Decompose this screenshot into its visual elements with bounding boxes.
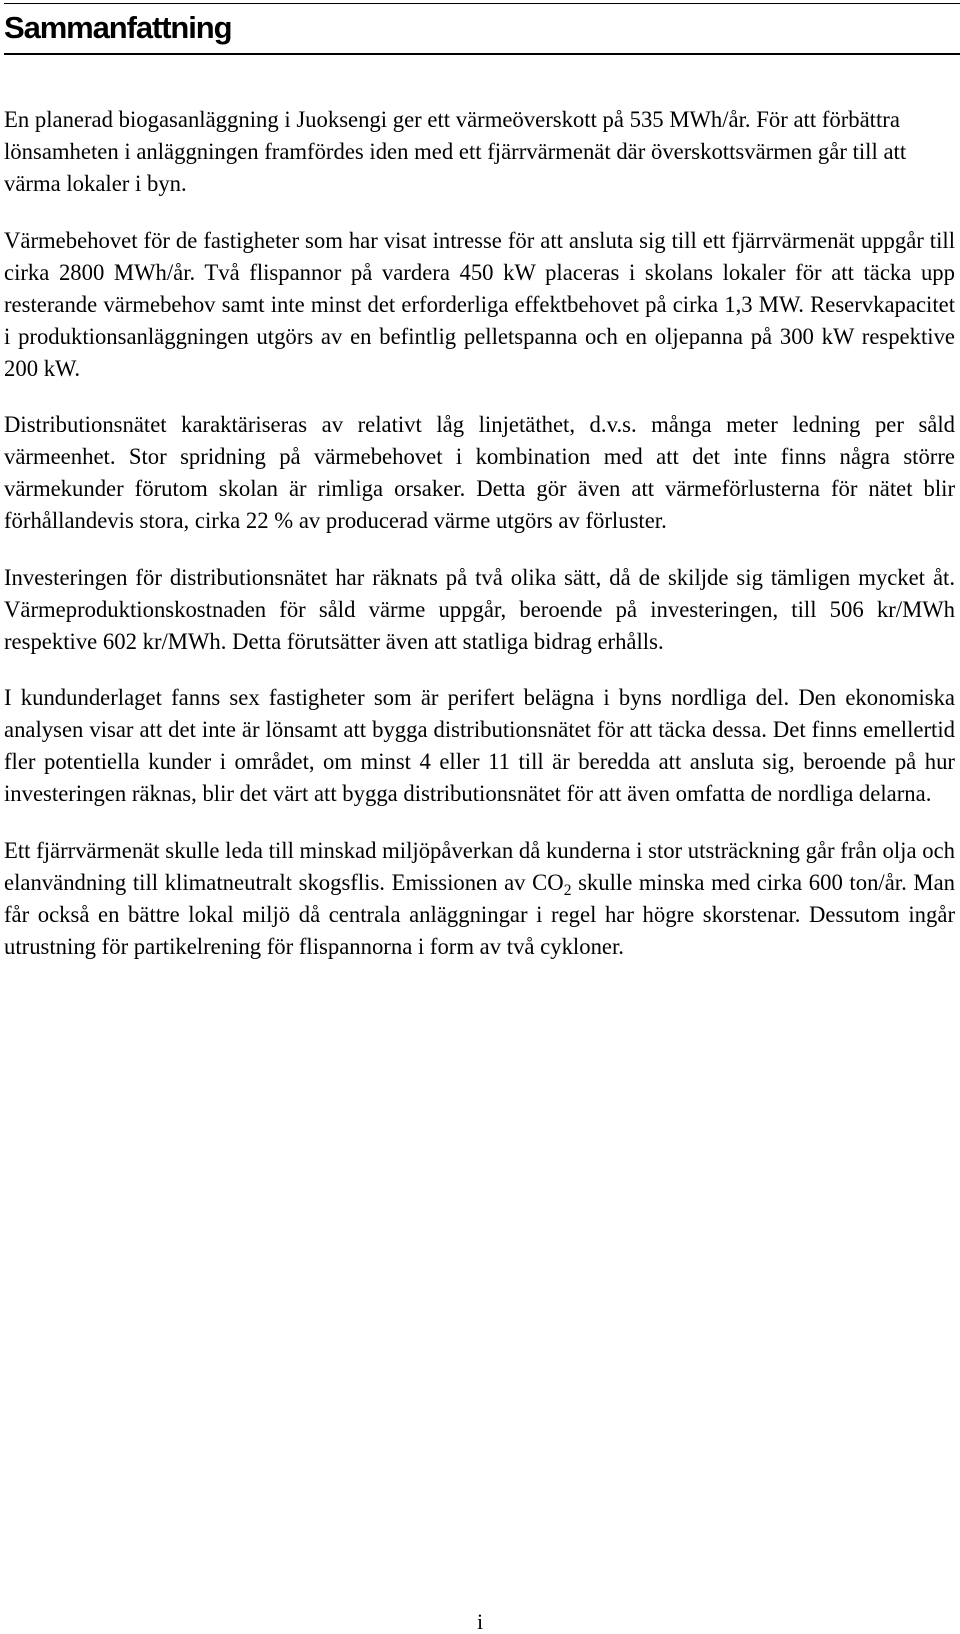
heading-top-rule — [4, 3, 960, 4]
paragraph-intro: En planerad biogasanläggning i Juoksengi ger ett värmeöverskott på 535 MWh/år. För att förbättra lönsamheten i anläggningen framfördes iden med ett fjärrvärmenät där överskottsvärmen går till att värma lokaler i byn. — [4, 107, 907, 196]
summary-body — [4, 104, 955, 987]
paragraph-emissions — [4, 835, 955, 963]
co2-subscript: 2 — [563, 881, 572, 899]
paragraph-customer-base: I kundunderlaget fanns sex fastigheter som är perifert belägna i byns nordliga del. Den ekonomiska analysen visar att det inte är lönsamt att bygga distributionsnätet för att täcka dessa. Det finns emellertid fler potentiella kunder i området, om minst 4 eller 11 till är beredda att ansluta sig, beroende på hur investeringen räknas, blir det värt att bygga distributionsnätet för att även omfatta de nordliga delarna. — [4, 685, 955, 806]
emission-text-before: Ett fjärrvärmenät skulle leda till minskad miljöpåverkan då kunderna i stor utsträckning går från olja och elanvändning till klimatneutralt skogsflis. Emissionen av CO — [4, 837, 955, 895]
heading-bottom-rule — [4, 53, 960, 55]
paragraph-heat-demand: Värmebehovet för de fastigheter som har visat intresse för att ansluta sig till ett fjärrvärmenät uppgår till cirka 2800 MWh/år. Två flispannor på vardera 450 kW placeras i skolans lokaler för att täcka upp resterande värmebehov samt inte minst det erforderliga effektbehovet på cirka 1,3 MW. Reservkapacitet i produktionsanläggningen utgörs av en befintlig pelletspanna och en oljepanna på 300 kW respektive 200 kW. — [4, 227, 955, 381]
page-title: Sammanfattning — [4, 10, 232, 45]
paragraph-distribution-network: Distributionsnätet karaktäriseras av relativt låg linjetäthet, d.v.s. många meter ledning per såld värmeenhet. Stor spridning på värmebehovet i kombination med att det inte finns några större värmekunder förutom skolan är rimliga orsaker. Detta gör även att värmeförlusterna för nätet blir förhållandevis stora, cirka 22 % av producerad värme utgörs av förluster. — [4, 412, 955, 533]
page-number: i — [476, 1609, 484, 1634]
emission-text-after: skulle minska med cirka 600 ton/år. Man får också en bättre lokal miljö då centrala anläggningar i regel har högre skorstenar. Dessutom ingår utrustning för partikelrening för flispannorna i form av två cykloner. — [4, 869, 955, 959]
paragraph-investment: Investeringen för distributionsnätet har räknats på två olika sätt, då de skiljde sig tämligen mycket åt. Värmeproduktionskostnaden för såld värme uppgår, beroende på investeringen, till 506 kr/MWh respektive 602 kr/MWh. Detta förutsätter även att statliga bidrag erhålls. — [4, 564, 955, 654]
